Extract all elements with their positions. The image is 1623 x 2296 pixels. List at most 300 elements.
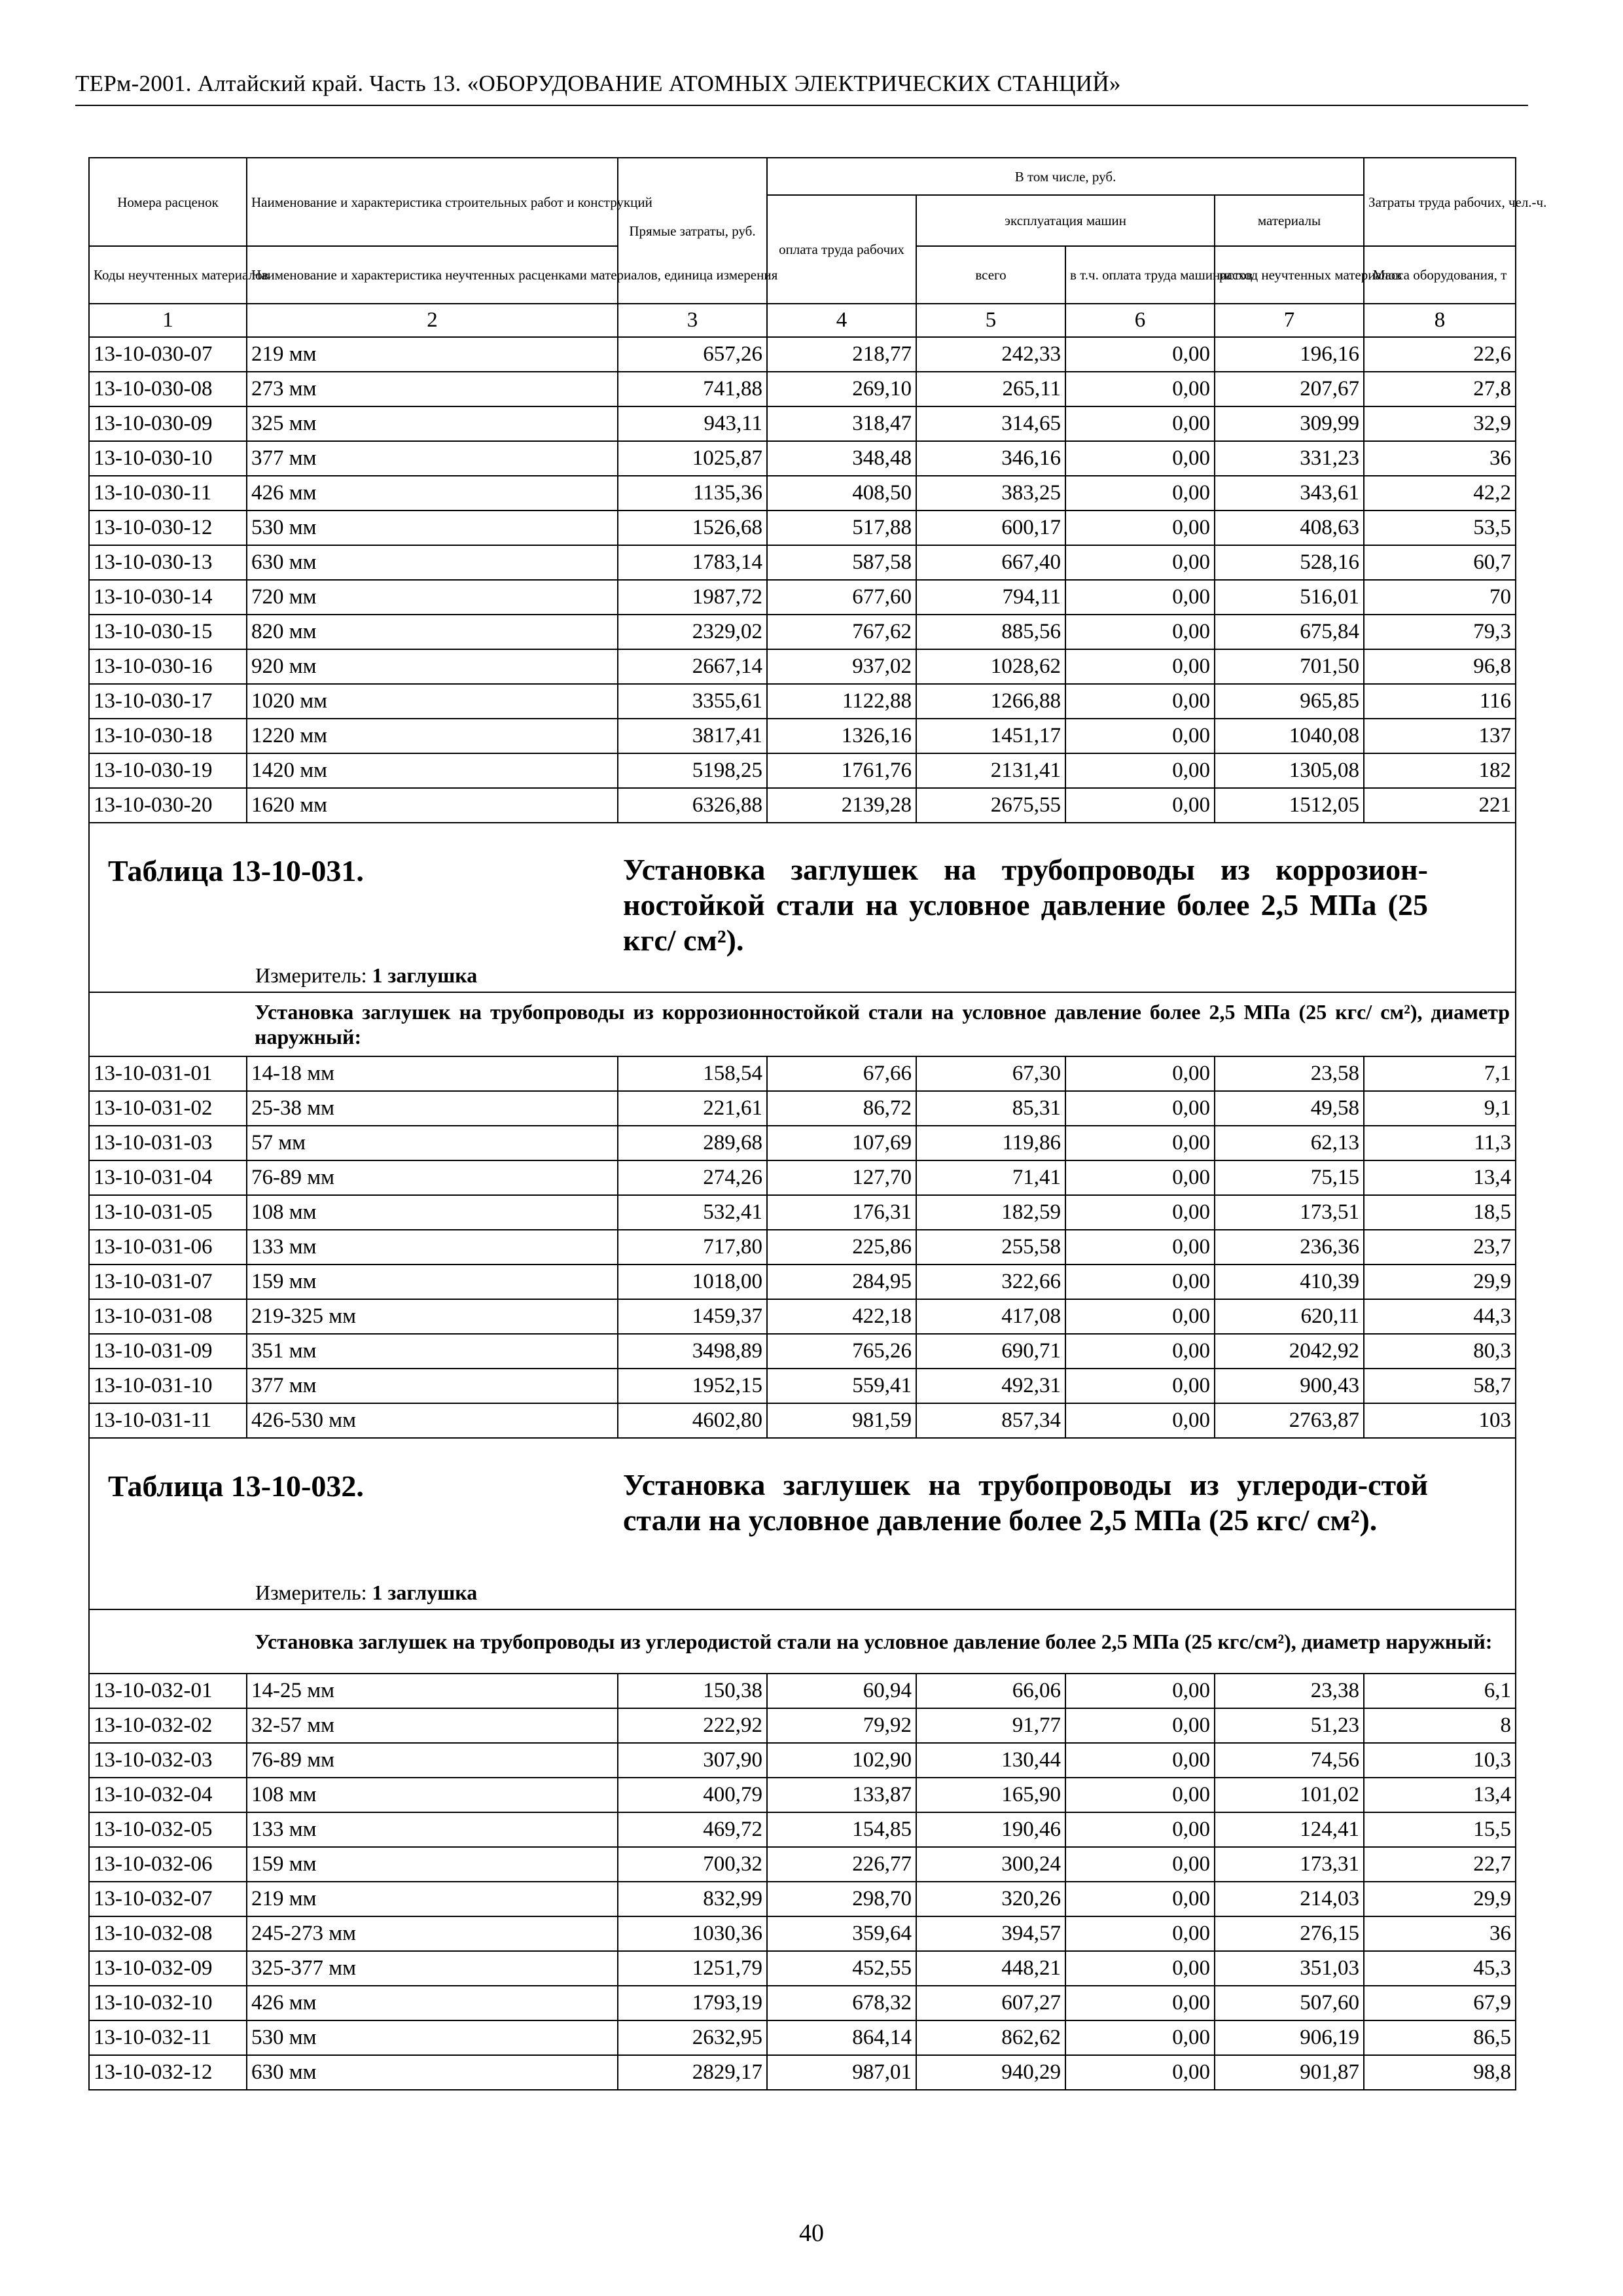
labor-pay: 422,18: [767, 1299, 916, 1334]
header-group: В том числе, руб.: [767, 158, 1364, 195]
materials-cost: 675,84: [1215, 615, 1364, 649]
table-031-rows: [89, 1056, 1516, 1438]
direct-cost: 158,54: [618, 1056, 767, 1091]
rate-code: 13-10-031-11: [89, 1403, 247, 1438]
direct-cost: 741,88: [618, 372, 767, 406]
direct-cost: 700,32: [618, 1847, 767, 1882]
labor-pay: 284,95: [767, 1265, 916, 1299]
item-name: 377 мм: [247, 1369, 618, 1403]
materials-cost: 516,01: [1215, 580, 1364, 615]
table-row: [89, 1334, 1516, 1369]
materials-cost: 51,23: [1215, 1708, 1364, 1743]
direct-cost: 150,38: [618, 1674, 767, 1708]
direct-cost: 1135,36: [618, 476, 767, 511]
header-materials: материалы: [1215, 195, 1364, 246]
machines-total: 448,21: [916, 1951, 1065, 1986]
table-row: [89, 1056, 1516, 1091]
labor-hours: 45,3: [1364, 1951, 1516, 1986]
rate-code: 13-10-031-03: [89, 1126, 247, 1160]
machines-labor: 0,00: [1065, 372, 1215, 406]
machines-total: 667,40: [916, 545, 1065, 580]
labor-hours: 44,3: [1364, 1299, 1516, 1334]
labor-hours: 23,7: [1364, 1230, 1516, 1265]
machines-total: 1266,88: [916, 684, 1065, 719]
table-row: [89, 684, 1516, 719]
direct-cost: 221,61: [618, 1091, 767, 1126]
page-number: 40: [799, 2219, 824, 2247]
direct-cost: 832,99: [618, 1882, 767, 1916]
labor-hours: 80,3: [1364, 1334, 1516, 1369]
direct-cost: 1987,72: [618, 580, 767, 615]
machines-labor: 0,00: [1065, 1265, 1215, 1299]
rate-code: 13-10-032-02: [89, 1708, 247, 1743]
item-name: 219 мм: [247, 1882, 618, 1916]
item-name: 76-89 мм: [247, 1743, 618, 1778]
labor-pay: 1326,16: [767, 719, 916, 753]
table-row: [89, 753, 1516, 788]
table-row: [89, 1847, 1516, 1882]
table-032-heading: [89, 1438, 1516, 1674]
table-row: [89, 788, 1516, 823]
direct-cost: 400,79: [618, 1778, 767, 1812]
labor-pay: 226,77: [767, 1847, 916, 1882]
rate-code: 13-10-030-19: [89, 753, 247, 788]
labor-pay: 408,50: [767, 476, 916, 511]
rate-code: 13-10-032-10: [89, 1986, 247, 2020]
machines-total: 182,59: [916, 1195, 1065, 1230]
table-row: [89, 580, 1516, 615]
machines-total: 690,71: [916, 1334, 1065, 1369]
machines-total: 2131,41: [916, 753, 1065, 788]
table-row: [89, 1299, 1516, 1334]
machines-total: 242,33: [916, 337, 1065, 372]
machines-total: 190,46: [916, 1812, 1065, 1847]
rate-code: 13-10-030-10: [89, 441, 247, 476]
machines-labor: 0,00: [1065, 615, 1215, 649]
materials-cost: 408,63: [1215, 511, 1364, 545]
labor-hours: 221: [1364, 788, 1516, 823]
measure-value: 1 заглушка: [372, 1581, 478, 1604]
materials-cost: 196,16: [1215, 337, 1364, 372]
machines-labor: 0,00: [1065, 1403, 1215, 1438]
item-name: 530 мм: [247, 2020, 618, 2055]
machines-labor: 0,00: [1065, 1812, 1215, 1847]
direct-cost: 717,80: [618, 1230, 767, 1265]
rate-code: 13-10-030-20: [89, 788, 247, 823]
header-equipment-mass: Масса оборудования, т: [1364, 246, 1516, 304]
labor-pay: 225,86: [767, 1230, 916, 1265]
item-name: 920 мм: [247, 649, 618, 684]
rate-code: 13-10-030-09: [89, 406, 247, 441]
measure-line: [255, 1581, 477, 1605]
machines-total: 383,25: [916, 476, 1065, 511]
labor-hours: 13,4: [1364, 1778, 1516, 1812]
labor-hours: 7,1: [1364, 1056, 1516, 1091]
materials-cost: 901,87: [1215, 2055, 1364, 2090]
labor-pay: 517,88: [767, 511, 916, 545]
rate-code: 13-10-031-08: [89, 1299, 247, 1334]
item-name: 377 мм: [247, 441, 618, 476]
header-material-codes: Коды неучтенных материалов: [89, 246, 247, 304]
materials-cost: 965,85: [1215, 684, 1364, 719]
table-row: [89, 545, 1516, 580]
table-row: [89, 2055, 1516, 2090]
machines-labor: 0,00: [1065, 649, 1215, 684]
header-machines-labor: в т.ч. оплата труда машинистов: [1065, 246, 1215, 304]
labor-pay: 107,69: [767, 1126, 916, 1160]
machines-labor: 0,00: [1065, 441, 1215, 476]
labor-pay: 767,62: [767, 615, 916, 649]
item-name: 426 мм: [247, 1986, 618, 2020]
item-name: 14-18 мм: [247, 1056, 618, 1091]
table-row: [89, 615, 1516, 649]
rate-code: 13-10-032-04: [89, 1778, 247, 1812]
machines-labor: 0,00: [1065, 1056, 1215, 1091]
rate-code: 13-10-032-06: [89, 1847, 247, 1882]
machines-total: 1451,17: [916, 719, 1065, 753]
item-name: 630 мм: [247, 2055, 618, 2090]
item-name: 630 мм: [247, 545, 618, 580]
direct-cost: 1251,79: [618, 1951, 767, 1986]
rate-code: 13-10-032-03: [89, 1743, 247, 1778]
machines-labor: 0,00: [1065, 1882, 1215, 1916]
machines-total: 320,26: [916, 1882, 1065, 1916]
materials-cost: 74,56: [1215, 1743, 1364, 1778]
item-name: 720 мм: [247, 580, 618, 615]
machines-total: 66,06: [916, 1674, 1065, 1708]
labor-hours: 96,8: [1364, 649, 1516, 684]
materials-cost: 528,16: [1215, 545, 1364, 580]
labor-pay: 102,90: [767, 1743, 916, 1778]
direct-cost: 1952,15: [618, 1369, 767, 1403]
materials-cost: 207,67: [1215, 372, 1364, 406]
item-name: 32-57 мм: [247, 1708, 618, 1743]
labor-pay: 60,94: [767, 1674, 916, 1708]
labor-pay: 1761,76: [767, 753, 916, 788]
machines-labor: 0,00: [1065, 1160, 1215, 1195]
item-name: 351 мм: [247, 1334, 618, 1369]
column-number: 5: [916, 304, 1065, 337]
item-name: 1620 мм: [247, 788, 618, 823]
direct-cost: 532,41: [618, 1195, 767, 1230]
labor-pay: 587,58: [767, 545, 916, 580]
table-row: [89, 1743, 1516, 1778]
machines-total: 394,57: [916, 1916, 1065, 1951]
machines-labor: 0,00: [1065, 719, 1215, 753]
direct-cost: 1526,68: [618, 511, 767, 545]
machines-total: 322,66: [916, 1265, 1065, 1299]
item-name: 1420 мм: [247, 753, 618, 788]
machines-total: 794,11: [916, 580, 1065, 615]
materials-cost: 2042,92: [1215, 1334, 1364, 1369]
machines-labor: 0,00: [1065, 337, 1215, 372]
machines-labor: 0,00: [1065, 511, 1215, 545]
machines-labor: 0,00: [1065, 1916, 1215, 1951]
machines-labor: 0,00: [1065, 1986, 1215, 2020]
machines-labor: 0,00: [1065, 406, 1215, 441]
table-row: [89, 1951, 1516, 1986]
measure-value: 1 заглушка: [372, 963, 478, 987]
direct-cost: 1025,87: [618, 441, 767, 476]
materials-cost: 101,02: [1215, 1778, 1364, 1812]
labor-pay: 318,47: [767, 406, 916, 441]
table-row: [89, 1403, 1516, 1438]
table-label: Таблица 13-10-031.: [108, 854, 364, 888]
materials-cost: 75,15: [1215, 1160, 1364, 1195]
rate-code: 13-10-032-05: [89, 1812, 247, 1847]
machines-labor: 0,00: [1065, 1299, 1215, 1334]
labor-pay: 154,85: [767, 1812, 916, 1847]
table-row: [89, 1230, 1516, 1265]
direct-cost: 1030,36: [618, 1916, 767, 1951]
machines-labor: 0,00: [1065, 1951, 1215, 1986]
direct-cost: 274,26: [618, 1160, 767, 1195]
materials-cost: 62,13: [1215, 1126, 1364, 1160]
machines-labor: 0,00: [1065, 753, 1215, 788]
machines-labor: 0,00: [1065, 1369, 1215, 1403]
direct-cost: 469,72: [618, 1812, 767, 1847]
machines-labor: 0,00: [1065, 1778, 1215, 1812]
direct-cost: 5198,25: [618, 753, 767, 788]
labor-hours: 18,5: [1364, 1195, 1516, 1230]
header-labor-pay: оплата труда рабочих: [767, 195, 916, 304]
machines-total: 862,62: [916, 2020, 1065, 2055]
machines-total: 67,30: [916, 1056, 1065, 1091]
direct-cost: 3355,61: [618, 684, 767, 719]
header-work-name: Наименование и характеристика строительных работ и конструкций: [247, 158, 618, 246]
materials-cost: 701,50: [1215, 649, 1364, 684]
direct-cost: 2667,14: [618, 649, 767, 684]
labor-hours: 11,3: [1364, 1126, 1516, 1160]
table-row: [89, 1882, 1516, 1916]
table-row: [89, 511, 1516, 545]
item-name: 133 мм: [247, 1230, 618, 1265]
item-name: 530 мм: [247, 511, 618, 545]
item-name: 325 мм: [247, 406, 618, 441]
materials-cost: 23,38: [1215, 1674, 1364, 1708]
labor-pay: 937,02: [767, 649, 916, 684]
table-label: Таблица 13-10-032.: [108, 1469, 364, 1503]
measure-label: Измеритель:: [255, 963, 367, 987]
rate-code: 13-10-030-07: [89, 337, 247, 372]
block-030-rows: [89, 337, 1516, 823]
machines-total: 492,31: [916, 1369, 1065, 1403]
labor-pay: 67,66: [767, 1056, 916, 1091]
materials-cost: 309,99: [1215, 406, 1364, 441]
direct-cost: 307,90: [618, 1743, 767, 1778]
item-name: 1220 мм: [247, 719, 618, 753]
labor-pay: 677,60: [767, 580, 916, 615]
rate-code: 13-10-031-05: [89, 1195, 247, 1230]
item-name: 108 мм: [247, 1195, 618, 1230]
direct-cost: 2329,02: [618, 615, 767, 649]
rate-code: 13-10-031-06: [89, 1230, 247, 1265]
column-number: 7: [1215, 304, 1364, 337]
materials-cost: 507,60: [1215, 1986, 1364, 2020]
item-name: 159 мм: [247, 1265, 618, 1299]
column-number: 3: [618, 304, 767, 337]
labor-pay: 218,77: [767, 337, 916, 372]
rate-code: 13-10-032-12: [89, 2055, 247, 2090]
materials-cost: 1512,05: [1215, 788, 1364, 823]
labor-hours: 58,7: [1364, 1369, 1516, 1403]
rate-code: 13-10-032-09: [89, 1951, 247, 1986]
table-row: [89, 1674, 1516, 1708]
table-intro: Установка заглушек на трубопроводы из коррозионностойкой стали на условное давление более 2,5 МПа (25 кгс/ см²), диаметр наружный:: [89, 992, 1516, 1056]
direct-cost: 4602,80: [618, 1403, 767, 1438]
item-name: 76-89 мм: [247, 1160, 618, 1195]
labor-hours: 29,9: [1364, 1265, 1516, 1299]
materials-cost: 331,23: [1215, 441, 1364, 476]
running-header: ТЕРм-2001. Алтайский край. Часть 13. «ОБОРУДОВАНИЕ АТОМНЫХ ЭЛЕКТРИЧЕСКИХ СТАНЦИЙ»: [75, 71, 1121, 96]
machines-total: 265,11: [916, 372, 1065, 406]
machines-total: 346,16: [916, 441, 1065, 476]
labor-hours: 36: [1364, 441, 1516, 476]
labor-pay: 298,70: [767, 1882, 916, 1916]
labor-hours: 22,6: [1364, 337, 1516, 372]
measure-label: Измеритель:: [255, 1581, 367, 1604]
labor-hours: 137: [1364, 719, 1516, 753]
column-number: 6: [1065, 304, 1215, 337]
machines-labor: 0,00: [1065, 580, 1215, 615]
labor-hours: 42,2: [1364, 476, 1516, 511]
table-row: [89, 1126, 1516, 1160]
table-title-text: Установка заглушек на трубопроводы из углероди-стой стали на условное давление более 2,5 МПа (25 кгс/ см²).: [623, 1468, 1428, 1537]
rate-code: 13-10-032-11: [89, 2020, 247, 2055]
item-name: 219 мм: [247, 337, 618, 372]
rate-code: 13-10-031-07: [89, 1265, 247, 1299]
direct-cost: 1459,37: [618, 1299, 767, 1334]
labor-hours: 67,9: [1364, 1986, 1516, 2020]
table-row: [89, 372, 1516, 406]
labor-hours: 116: [1364, 684, 1516, 719]
materials-cost: 351,03: [1215, 1951, 1364, 1986]
rate-code: 13-10-030-14: [89, 580, 247, 615]
rate-code: 13-10-032-08: [89, 1916, 247, 1951]
table-row: [89, 476, 1516, 511]
labor-pay: 981,59: [767, 1403, 916, 1438]
materials-cost: 1305,08: [1215, 753, 1364, 788]
item-name: 273 мм: [247, 372, 618, 406]
labor-pay: 678,32: [767, 1986, 916, 2020]
rate-code: 13-10-031-09: [89, 1334, 247, 1369]
machines-labor: 0,00: [1065, 1230, 1215, 1265]
rate-code: 13-10-030-18: [89, 719, 247, 753]
rate-code: 13-10-030-13: [89, 545, 247, 580]
materials-cost: 1040,08: [1215, 719, 1364, 753]
table-row: [89, 1778, 1516, 1812]
rate-code: 13-10-031-01: [89, 1056, 247, 1091]
direct-cost: 6326,88: [618, 788, 767, 823]
machines-labor: 0,00: [1065, 1091, 1215, 1126]
header-direct-costs: Прямые затраты, руб.: [618, 158, 767, 304]
machines-labor: 0,00: [1065, 545, 1215, 580]
labor-hours: 9,1: [1364, 1091, 1516, 1126]
direct-cost: 1783,14: [618, 545, 767, 580]
table-row: [89, 1369, 1516, 1403]
table-row: [89, 1986, 1516, 2020]
labor-pay: 86,72: [767, 1091, 916, 1126]
machines-total: 600,17: [916, 511, 1065, 545]
materials-cost: 236,36: [1215, 1230, 1364, 1265]
item-name: 426-530 мм: [247, 1403, 618, 1438]
column-number: 4: [767, 304, 916, 337]
table-title: [623, 1467, 1428, 1538]
machines-labor: 0,00: [1065, 684, 1215, 719]
item-name: 820 мм: [247, 615, 618, 649]
labor-hours: 103: [1364, 1403, 1516, 1438]
table-row: [89, 406, 1516, 441]
table-title: [623, 852, 1428, 958]
machines-labor: 0,00: [1065, 2020, 1215, 2055]
machines-total: 165,90: [916, 1778, 1065, 1812]
item-name: 25-38 мм: [247, 1091, 618, 1126]
materials-cost: 173,51: [1215, 1195, 1364, 1230]
item-name: 426 мм: [247, 476, 618, 511]
machines-total: 1028,62: [916, 649, 1065, 684]
item-name: 57 мм: [247, 1126, 618, 1160]
labor-hours: 53,5: [1364, 511, 1516, 545]
direct-cost: 943,11: [618, 406, 767, 441]
direct-cost: 1018,00: [618, 1265, 767, 1299]
header-materials-use: расход неучтенных материалов: [1215, 246, 1364, 304]
labor-hours: 8: [1364, 1708, 1516, 1743]
materials-cost: 49,58: [1215, 1091, 1364, 1126]
machines-total: 857,34: [916, 1403, 1065, 1438]
table-row: [89, 337, 1516, 372]
machines-labor: 0,00: [1065, 1334, 1215, 1369]
table-row: [89, 1812, 1516, 1847]
machines-total: 314,65: [916, 406, 1065, 441]
direct-cost: 2632,95: [618, 2020, 767, 2055]
materials-cost: 173,31: [1215, 1847, 1364, 1882]
table-row: [89, 1091, 1516, 1126]
labor-hours: 60,7: [1364, 545, 1516, 580]
table-row: [89, 649, 1516, 684]
labor-pay: 987,01: [767, 2055, 916, 2090]
machines-labor: 0,00: [1065, 2055, 1215, 2090]
machines-labor: 0,00: [1065, 1847, 1215, 1882]
table-031-heading: [89, 823, 1516, 1056]
machines-total: 940,29: [916, 2055, 1065, 2090]
materials-cost: 343,61: [1215, 476, 1364, 511]
header-rate-numbers: Номера расценок: [89, 158, 247, 246]
machines-total: 607,27: [916, 1986, 1065, 2020]
rate-code: 13-10-030-15: [89, 615, 247, 649]
rate-code: 13-10-030-12: [89, 511, 247, 545]
item-name: 245-273 мм: [247, 1916, 618, 1951]
materials-cost: 2763,87: [1215, 1403, 1364, 1438]
header-material-names: Наименование и характеристика неучтенных расценками материалов, единица измерения: [247, 246, 618, 304]
labor-hours: 29,9: [1364, 1882, 1516, 1916]
table-row: [89, 1916, 1516, 1951]
machines-total: 2675,55: [916, 788, 1065, 823]
rate-code: 13-10-030-11: [89, 476, 247, 511]
table-row: [89, 441, 1516, 476]
labor-hours: 15,5: [1364, 1812, 1516, 1847]
labor-hours: 98,8: [1364, 2055, 1516, 2090]
table-032-rows: [89, 1674, 1516, 2090]
item-name: 325-377 мм: [247, 1951, 618, 1986]
materials-cost: 124,41: [1215, 1812, 1364, 1847]
materials-cost: 410,39: [1215, 1265, 1364, 1299]
machines-labor: 0,00: [1065, 1126, 1215, 1160]
rate-code: 13-10-031-04: [89, 1160, 247, 1195]
labor-pay: 176,31: [767, 1195, 916, 1230]
materials-cost: 214,03: [1215, 1882, 1364, 1916]
labor-pay: 559,41: [767, 1369, 916, 1403]
rate-code: 13-10-030-17: [89, 684, 247, 719]
